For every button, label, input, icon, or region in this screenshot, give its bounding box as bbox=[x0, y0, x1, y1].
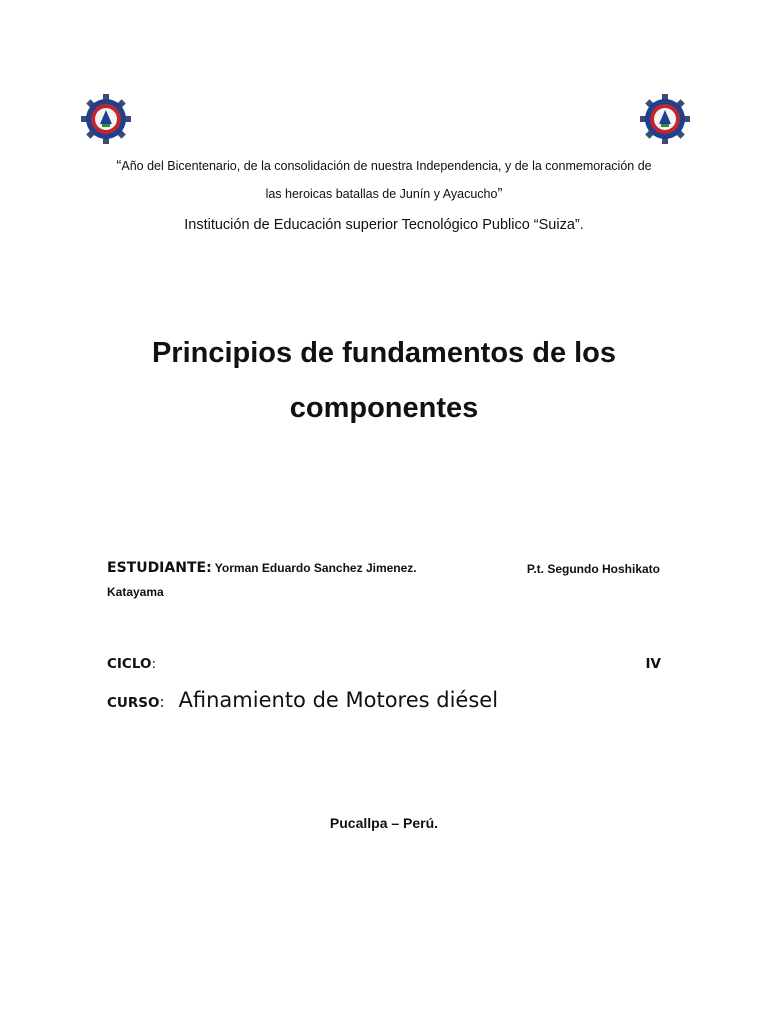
advisor-name: P.t. Segundo Hoshikato bbox=[526, 562, 660, 576]
ciclo-row bbox=[107, 656, 662, 676]
institution-name: Institución de Educación superior Tecnológico Publico “Suiza”. bbox=[184, 217, 584, 233]
curso-colon: : bbox=[159, 693, 165, 711]
curso-value: Afinamiento de Motores diésel bbox=[178, 688, 499, 712]
motto-open-quote: “ bbox=[116, 157, 122, 174]
advisor-name-continued: Katayama bbox=[107, 585, 164, 599]
institution-seal-icon bbox=[81, 94, 131, 144]
title-line-2: componentes bbox=[289, 392, 479, 424]
ciclo-colon: : bbox=[151, 656, 156, 672]
motto-line-1: Año del Bicentenario, de la consolidación de nuestra Independencia, y de la conmemoración de bbox=[121, 159, 652, 173]
title-line-1: Principios de fundamentos de los bbox=[151, 337, 617, 369]
year-motto bbox=[80, 152, 688, 208]
student-row bbox=[107, 560, 662, 580]
document-title bbox=[60, 326, 708, 436]
ciclo-value: IV bbox=[645, 656, 661, 672]
ciclo-label: CICLO bbox=[107, 656, 152, 672]
motto-close-quote: ” bbox=[497, 185, 503, 202]
student-name: Yorman Eduardo Sanchez Jimenez. bbox=[214, 561, 417, 575]
student-label: ESTUDIANTE bbox=[107, 560, 207, 576]
logo-right bbox=[640, 94, 690, 144]
student-colon: : bbox=[206, 560, 212, 576]
curso-row bbox=[107, 688, 498, 712]
motto-line-2: las heroicas batallas de Junín y Ayacucho bbox=[265, 187, 498, 201]
logo-left bbox=[81, 94, 131, 144]
place-date: Pucallpa – Perú. bbox=[329, 815, 439, 831]
institution-seal-icon bbox=[640, 94, 690, 144]
curso-label: CURSO bbox=[107, 695, 160, 711]
